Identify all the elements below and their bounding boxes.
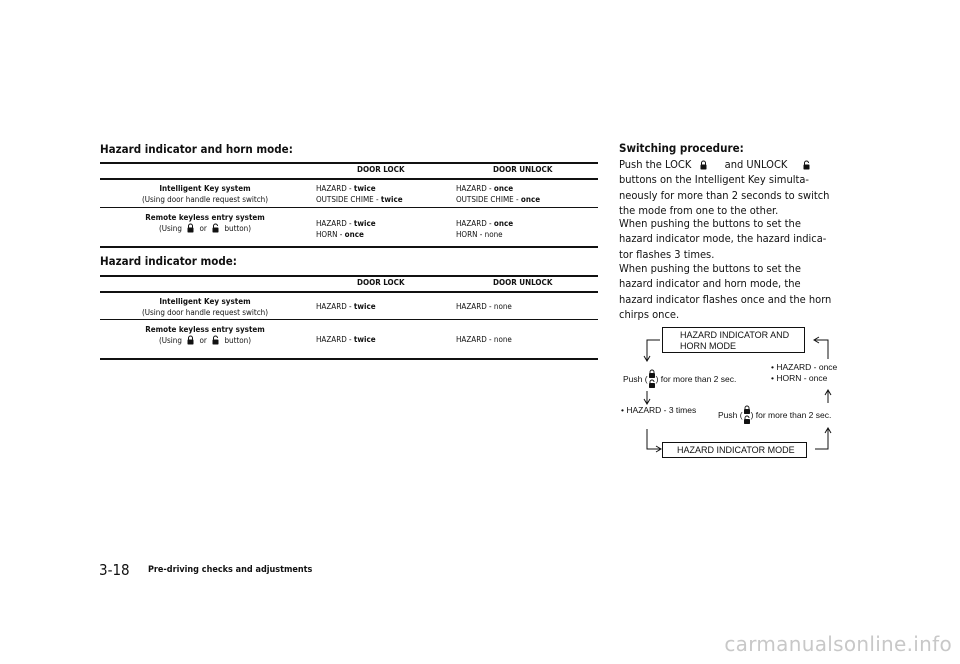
- lock-line-2-label: HORN -: [316, 230, 345, 239]
- system-title: Remote keyless entry system: [145, 213, 265, 222]
- lock-key-icon: [700, 160, 707, 170]
- lock-line-2-value: twice: [380, 195, 403, 204]
- lock-label: HAZARD -: [316, 335, 354, 344]
- col-door-unlock: DOOR UNLOCK: [493, 278, 553, 287]
- push-duration: ) for more than 2 sec.: [655, 374, 737, 384]
- unlock-value: HAZARD - none: [456, 302, 512, 311]
- unlock-value: HAZARD - none: [456, 335, 512, 344]
- or-text: or: [199, 336, 207, 345]
- system-title: Intelligent Key system: [159, 184, 251, 193]
- col-door-lock: DOOR LOCK: [357, 278, 405, 287]
- push-label: Push (: [718, 410, 743, 420]
- unlock-line-1-label: HAZARD -: [456, 219, 494, 228]
- paragraph-line: hazard indicator and horn mode, the: [619, 277, 801, 291]
- box-line: HORN MODE: [680, 341, 736, 351]
- lock-line-2-value: once: [344, 230, 364, 239]
- or-text: or: [199, 224, 207, 233]
- lock-line-1-value: twice: [353, 219, 376, 228]
- mode-switch-diagram: [615, 325, 860, 460]
- push-duration: ) for more than 2 sec.: [750, 410, 832, 420]
- lock-key-icon: [187, 223, 194, 233]
- unlock-line-1-value: once: [493, 219, 514, 228]
- system-cell: [100, 212, 310, 234]
- button-text: button): [224, 224, 252, 233]
- paragraph-line: tor flashes 3 times.: [619, 247, 715, 261]
- unlock-cell: [456, 183, 540, 205]
- hazard-indicator-mode-box: HAZARD INDICATOR MODE: [662, 442, 807, 458]
- unlock-line-1-value: once: [493, 184, 514, 193]
- unlock-line-2: HORN - none: [456, 230, 503, 239]
- text-push-lock: Push the LOCK: [619, 158, 692, 171]
- paragraph-line: When pushing the buttons to set the: [619, 217, 801, 230]
- result-line: • HORN - once: [771, 373, 828, 383]
- paragraph-line: hazard indicator mode, the hazard indica-: [619, 232, 827, 246]
- lock-line-1-label: HAZARD -: [316, 219, 354, 228]
- lock-label: HAZARD -: [316, 302, 354, 311]
- button-text: button): [224, 336, 252, 345]
- lock-cell: [316, 183, 403, 205]
- paragraph-3: [619, 261, 853, 322]
- page-number: 3-18: [99, 561, 130, 579]
- system-cell: [100, 183, 310, 205]
- unlock-cell: [456, 334, 512, 345]
- unlock-line-2-label: OUTSIDE CHIME -: [456, 195, 521, 204]
- table-row: [100, 208, 598, 246]
- lock-cell: [316, 218, 376, 240]
- watermark: carmanualsonline.info: [724, 632, 952, 656]
- paragraph-1: [619, 157, 853, 218]
- heading-hazard-indicator-mode: Hazard indicator mode:: [100, 254, 237, 268]
- lock-key-icon: [187, 335, 194, 345]
- system-subtitle: (Using door handle request switch): [141, 308, 269, 317]
- horn-mode-result: [771, 362, 837, 384]
- lock-value: twice: [353, 335, 376, 344]
- push-instruction-right: [718, 405, 831, 425]
- lock-line-1-label: HAZARD -: [316, 184, 354, 193]
- section-title: Pre-driving checks and adjustments: [148, 565, 313, 575]
- key-pair-icon: [648, 369, 656, 389]
- lock-line-2-label: OUTSIDE CHIME -: [316, 195, 381, 204]
- heading-switching-procedure: Switching procedure:: [619, 141, 744, 155]
- paragraph-line: neously for more than 2 seconds to switch: [619, 188, 830, 202]
- unlock-line-1-label: HAZARD -: [456, 184, 494, 193]
- system-cell: [100, 324, 310, 346]
- table-row: [100, 320, 598, 358]
- text-and-unlock: and UNLOCK: [724, 158, 788, 171]
- system-cell: [100, 296, 310, 318]
- unlock-key-icon: [212, 223, 219, 233]
- lock-cell: [316, 301, 376, 312]
- table-row: [100, 293, 598, 320]
- heading-hazard-horn-mode: Hazard indicator and horn mode:: [100, 142, 293, 156]
- paragraph-line: buttons on the Intelligent Key simulta-: [619, 173, 809, 187]
- box-line: HAZARD INDICATOR AND: [680, 330, 790, 340]
- paragraph-2: [619, 216, 853, 262]
- lock-value: twice: [353, 302, 376, 311]
- push-instruction-left: [623, 369, 736, 389]
- lock-cell: [316, 334, 376, 345]
- key-pair-icon: [743, 405, 751, 425]
- table-row: [100, 180, 598, 208]
- paragraph-line: the mode from one to the other.: [619, 203, 779, 217]
- lock-line-1-value: twice: [353, 184, 376, 193]
- unlock-key-icon: [803, 160, 810, 170]
- result-line: • HAZARD - once: [771, 362, 838, 372]
- paragraph-line: [619, 157, 853, 172]
- push-label: Push (: [623, 374, 648, 384]
- table-header: [100, 277, 598, 293]
- unlock-key-icon: [212, 335, 219, 345]
- indicator-mode-result: • HAZARD - 3 times: [621, 405, 697, 415]
- paragraph-line: chirps once.: [619, 307, 680, 321]
- system-subtitle: (Using door handle request switch): [141, 195, 269, 204]
- unlock-line-2-value: once: [520, 195, 541, 204]
- unlock-cell: [456, 218, 513, 240]
- system-title: Intelligent Key system: [159, 297, 251, 306]
- using-text: (Using: [158, 336, 182, 345]
- hazard-horn-mode-box: [662, 327, 805, 353]
- col-door-lock: DOOR LOCK: [357, 165, 405, 174]
- unlock-cell: [456, 301, 512, 312]
- col-door-unlock: DOOR UNLOCK: [493, 165, 553, 174]
- system-title: Remote keyless entry system: [145, 325, 265, 334]
- table-hazard-indicator-mode: [100, 277, 598, 360]
- paragraph-line: When pushing the buttons to set the: [619, 262, 801, 275]
- table-hazard-horn-mode: [100, 164, 598, 248]
- using-text: (Using: [158, 224, 182, 233]
- table-header: [100, 164, 598, 180]
- paragraph-line: hazard indicator flashes once and the horn: [619, 292, 832, 306]
